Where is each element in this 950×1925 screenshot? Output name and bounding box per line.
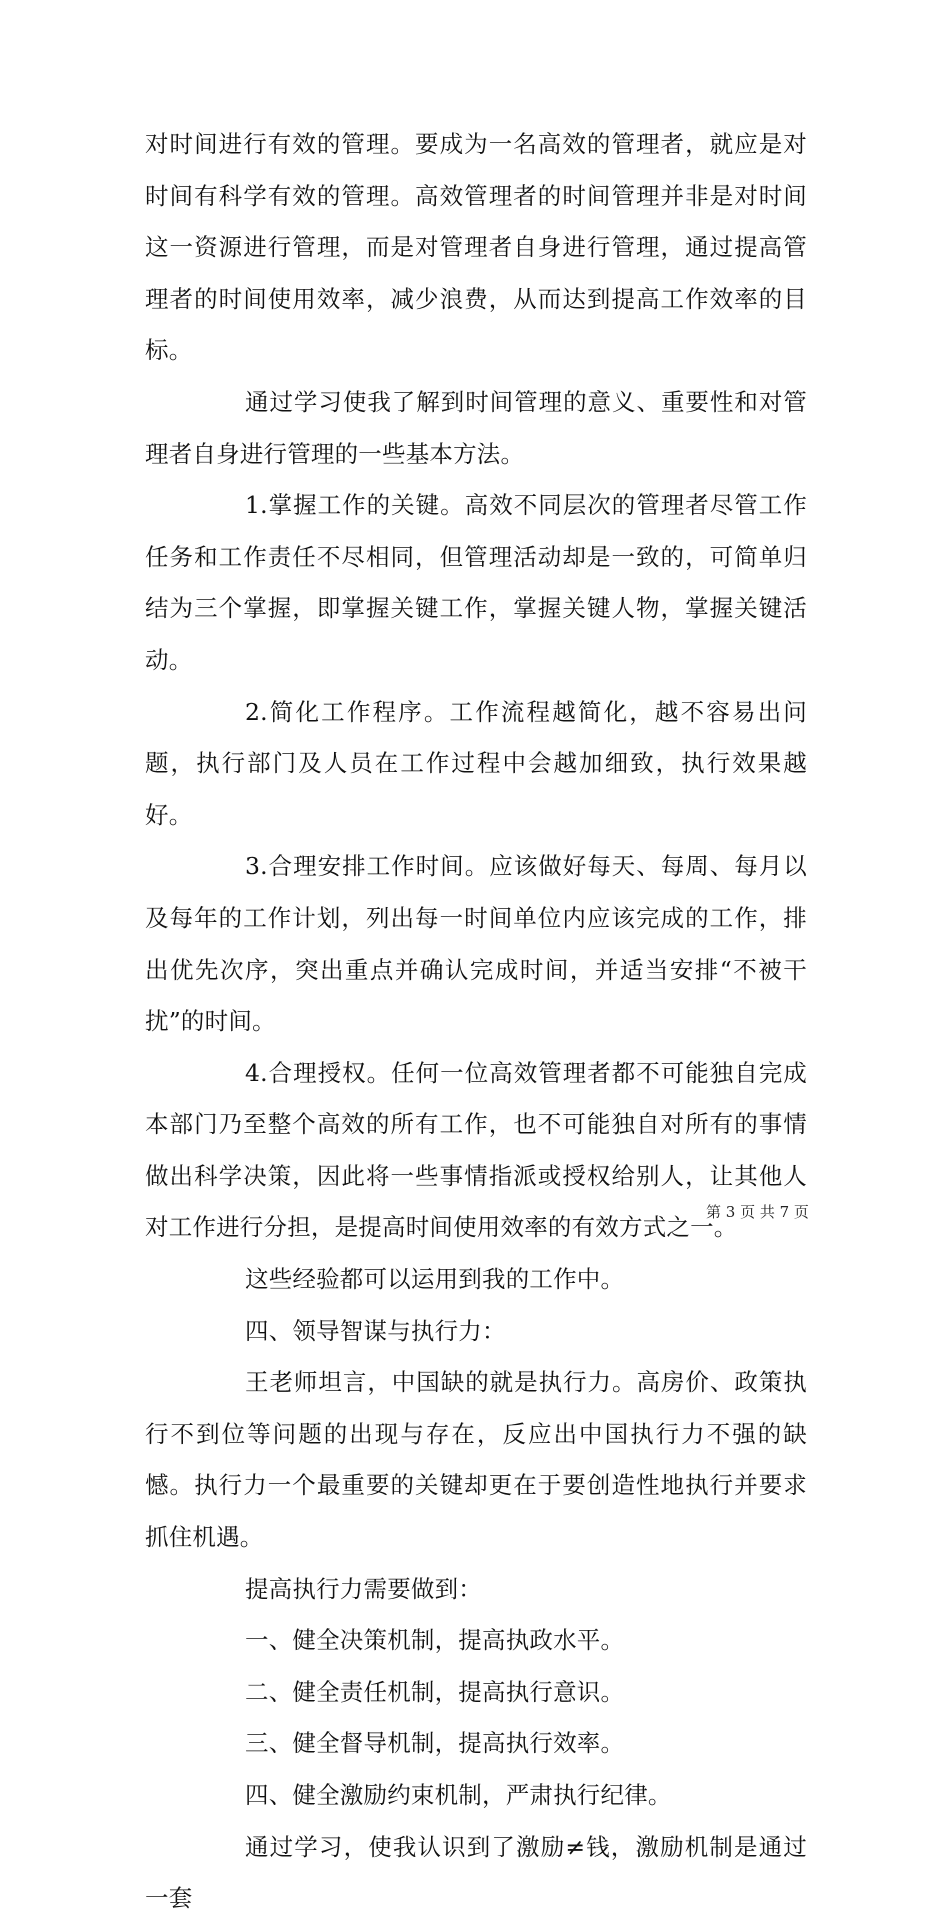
list-item-1: 1.掌握工作的关键。高效不同层次的管理者尽管工作任务和工作责任不尽相同，但管理活动却是一致的，可简单归结为三个掌握，即掌握关键工作，掌握关键人物，掌握关键活动。 — [145, 491, 807, 674]
list-item-4: 4.合理授权。任何一位高效管理者都不可能独自完成本部门乃至整个高效的所有工作，也不可能独自对所有的事情做出科学决策，因此将一些事情指派或授权给别人，让其他人对工作进行分担，是提高时间使用效率的有效方式之一。 — [145, 1058, 807, 1242]
paragraph: 这些经验都可以运用到我的工作中。 — [245, 1265, 625, 1294]
list-item-3: 3.合理安排工作时间。应该做好每天、每周、每月以及每年的工作计划，列出每一时间单位内应该完成的工作，排出优先次序，突出重点并确认完成时间，并适当安排“不被干扰”的时间。 — [145, 852, 807, 1036]
paragraph: 王老师坦言，中国缺的就是执行力。高房价、政策执行不到位等问题的出现与存在，反应出中国执行力不强的缺憾。执行力一个最重要的关键却更在于要创造性地执行并要求抓住机遇。 — [145, 1368, 807, 1552]
list-item-2: 2.简化工作程序。工作流程越简化，越不容易出问题，执行部门及人员在工作过程中会越加细致，执行效果越好。 — [145, 697, 807, 829]
list-item: 二、健全责任机制，提高执行意识。 — [245, 1677, 625, 1706]
paragraph: 通过学习使我了解到时间管理的意义、重要性和对管理者自身进行管理的一些基本方法。 — [145, 387, 807, 468]
paragraph-continuation: 对时间进行有效的管理。要成为一名高效的管理者，就应是对时间有科学有效的管理。高效管理者的时间管理并非是对时间这一资源进行管理，而是对管理者自身进行管理，通过提高管理者的时间使用效率，减少浪费，从而达到提高工作效率的目标。 — [145, 130, 807, 365]
paragraph: 提高执行力需要做到： — [245, 1574, 482, 1603]
page-number: 第 3 页 共 7 页 — [706, 1203, 809, 1221]
list-item: 一、健全决策机制，提高执政水平。 — [245, 1626, 625, 1655]
list-item: 四、健全激励约束机制，严肃执行纪律。 — [245, 1781, 672, 1809]
section-heading: 四、领导智谋与执行力： — [245, 1316, 506, 1345]
document-body — [145, 119, 807, 1925]
list-item: 三、健全督导机制，提高执行效率。 — [245, 1729, 625, 1758]
paragraph-truncated: 通过学习，使我认识到了激励≠钱，激励机制是通过一套 — [145, 1832, 807, 1913]
